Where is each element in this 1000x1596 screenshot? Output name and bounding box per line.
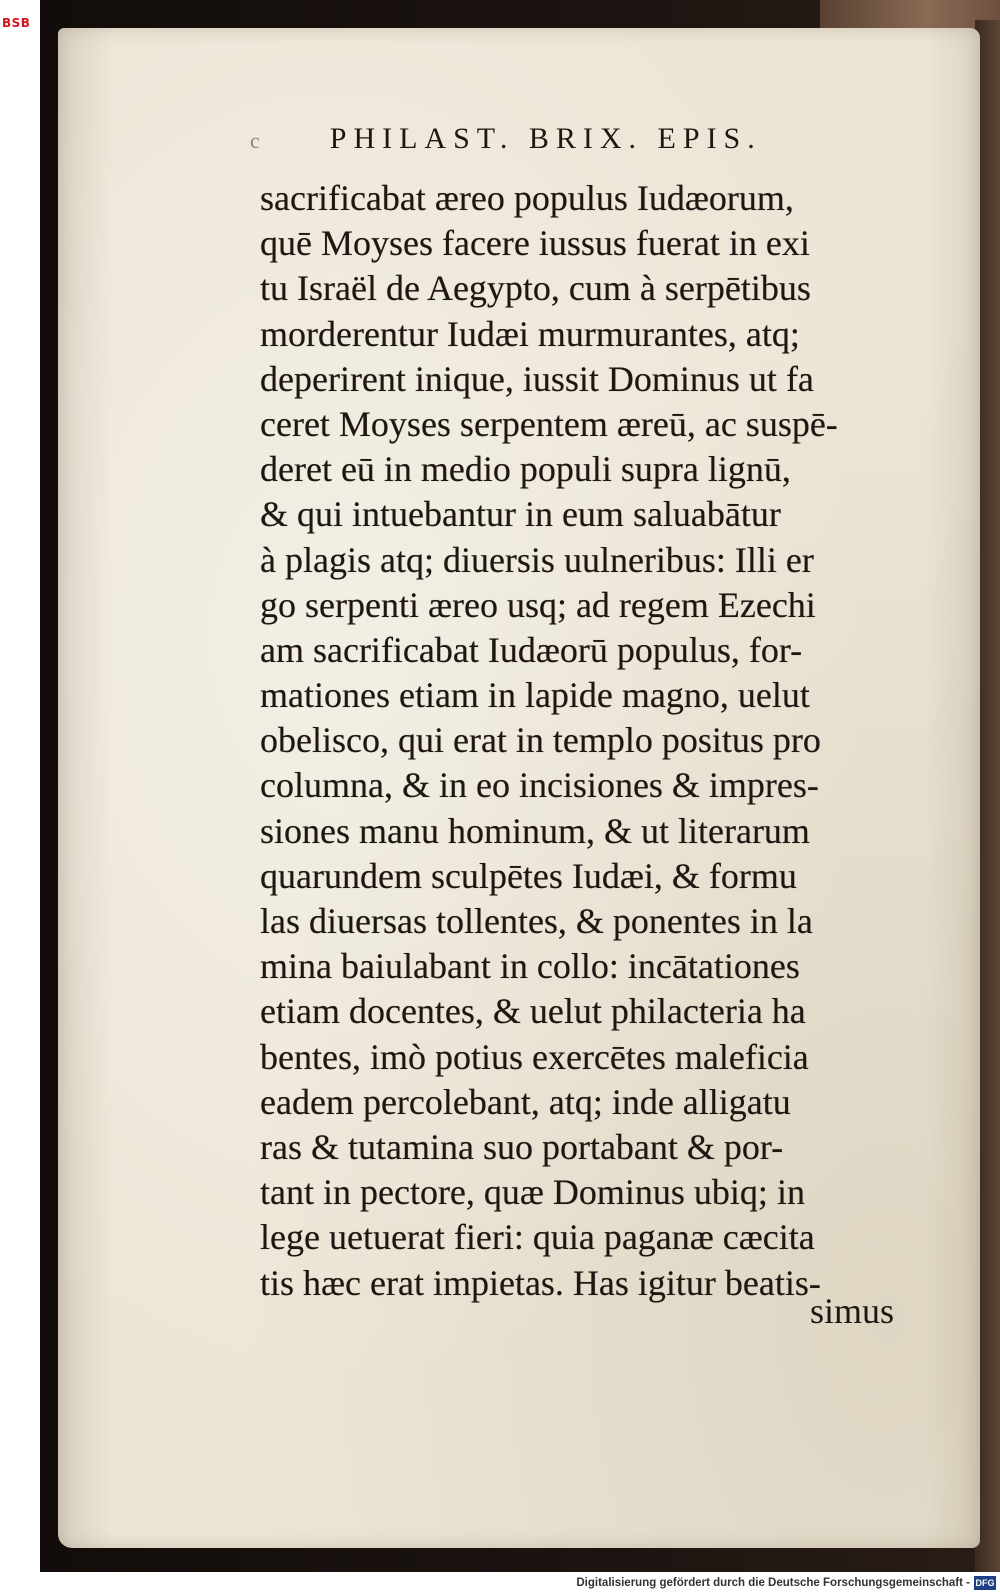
text-line: eadem percolebant, atq; inde alligatu: [260, 1081, 791, 1122]
library-watermark: BSB: [2, 16, 31, 30]
text-line: obelisco, qui erat in templo positus pro: [260, 720, 821, 761]
funding-note: Digitalisierung gefördert durch die Deutsche Forschungsgemeinschaft -: [576, 1577, 970, 1589]
book-top-edge: [820, 0, 1000, 30]
text-line: mationes etiam in lapide magno, uelut: [260, 675, 810, 716]
running-head-title: PHILAST. BRIX. EPIS.: [329, 122, 762, 155]
text-line: ceret Moyses serpentem æreū, ac suspē-: [260, 403, 838, 444]
text-line: tant in pectore, quæ Dominus ubiq; in: [260, 1172, 805, 1213]
text-line: las diuersas tollentes, & ponentes in la: [260, 901, 813, 941]
text-line: & qui intuebantur in eum saluabātur: [260, 494, 781, 535]
text-line: quarundem sculpētes Iudæi, & formu: [260, 855, 797, 896]
text-line: morderentur Iudæi murmurantes, atq;: [260, 313, 800, 354]
text-line: tu Israël de Aegypto, cum à serpētibus: [260, 268, 811, 309]
dfg-logo: DFG: [975, 1578, 995, 1588]
text-line: quē Moyses facere iussus fuerat in exi: [260, 223, 810, 264]
text-line: deret eū in medio populi supra lignū,: [260, 449, 791, 490]
text-line: etiam docentes, & uelut philacteria ha: [260, 991, 806, 1032]
funding-footer: [0, 1572, 1000, 1596]
text-line: mina baiulabant in collo: incātationes: [260, 946, 800, 987]
text-line: tis hæc erat impietas. Has igitur beatis-: [260, 1262, 821, 1303]
text-line: columna, & in eo incisiones & impres-: [260, 765, 819, 806]
text-line: deperirent inique, iussit Dominus ut fa: [260, 358, 814, 399]
body-text: [260, 176, 932, 1306]
text-line: ras & tutamina suo portabant & por-: [260, 1126, 784, 1167]
text-line: am sacrificabat Iudæorū populus, for-: [260, 629, 803, 670]
text-line: sacrificabat æreo populus Iudæorum,: [260, 178, 794, 218]
folio-mark: c: [250, 128, 260, 153]
text-line: lege uetuerat fieri: quia paganæ cæcita: [260, 1217, 815, 1258]
text-line: bentes, imò potius exercētes maleficia: [260, 1036, 809, 1077]
text-line: go serpenti æreo usq; ad regem Ezechi: [260, 584, 816, 625]
text-line: à plagis atq; diuersis uulneribus: Illi er: [260, 539, 814, 580]
running-head: [250, 122, 910, 156]
text-line: siones manu hominum, & ut literarum: [260, 810, 810, 851]
catchword: simus: [810, 1291, 895, 1331]
